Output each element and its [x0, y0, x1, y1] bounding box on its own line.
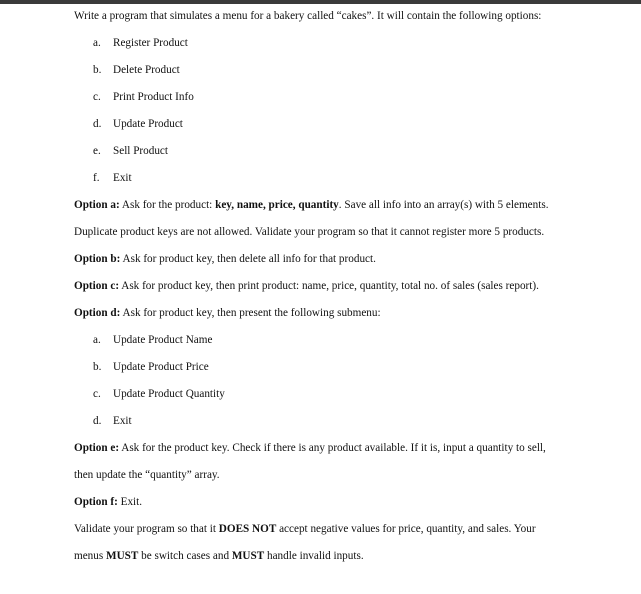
- menu-option-e: [93, 144, 168, 158]
- validation-line2: [74, 549, 364, 563]
- list-marker: c.: [93, 91, 101, 103]
- validation-emphasis: DOES NOT: [218, 523, 277, 535]
- validation-text: Validate your program so that it: [74, 523, 219, 535]
- list-label: Update Product Price: [113, 361, 209, 373]
- option-d-paragraph: [74, 306, 381, 320]
- submenu-option-a: [93, 333, 212, 347]
- option-b-label: Option b:: [74, 253, 121, 265]
- list-label: Exit: [113, 415, 132, 427]
- list-label: Update Product: [113, 118, 183, 130]
- list-label: Exit: [113, 172, 132, 184]
- option-c-text: Ask for product key, then print product: name, price, quantity, total no. of sales (sales report).: [119, 280, 539, 292]
- validation-text: be switch cases and: [138, 550, 232, 562]
- option-e-line2: then update the “quantity” array.: [74, 469, 220, 481]
- option-b-text: Ask for product key, then delete all info for that product.: [120, 253, 376, 265]
- menu-option-f: [93, 171, 132, 185]
- option-a-paragraph: [74, 198, 549, 212]
- list-label: Sell Product: [113, 145, 169, 157]
- list-marker: f.: [93, 172, 100, 184]
- submenu-option-b: [93, 360, 209, 374]
- top-border: [0, 0, 641, 4]
- list-label: Update Product Name: [113, 334, 213, 346]
- list-marker: d.: [93, 415, 102, 427]
- validation-paragraph: [74, 522, 536, 536]
- list-marker: d.: [93, 118, 102, 130]
- option-b-paragraph: [74, 252, 376, 266]
- option-f-label: Option f:: [74, 496, 118, 508]
- option-e-text: Ask for the product key. Check if there is any product available. If it is, input a quantity to sell,: [119, 442, 546, 454]
- list-marker: b.: [93, 64, 102, 76]
- list-label: Delete Product: [113, 64, 180, 76]
- menu-option-a: [93, 36, 188, 50]
- option-e-label: Option e:: [74, 442, 120, 454]
- option-c-label: Option c:: [74, 280, 120, 292]
- list-marker: c.: [93, 388, 101, 400]
- validation-text-end: accept negative values for price, quantity, and sales. Your: [276, 523, 536, 535]
- option-f-paragraph: [74, 495, 142, 509]
- option-c-paragraph: [74, 279, 539, 293]
- menu-option-c: [93, 90, 194, 104]
- validation-text: menus: [74, 550, 107, 562]
- list-marker: a.: [93, 37, 101, 49]
- list-label: Print Product Info: [113, 91, 194, 103]
- validation-emphasis: MUST: [231, 550, 265, 562]
- option-e-paragraph: [74, 441, 546, 455]
- list-marker: e.: [93, 145, 101, 157]
- list-marker: b.: [93, 361, 102, 373]
- option-a-fields: key, name, price, quantity: [215, 199, 339, 211]
- intro-text: Write a program that simulates a menu for a bakery called “cakes”. It will contain the following options:: [74, 10, 542, 22]
- option-f-text: Exit.: [117, 496, 143, 508]
- list-label: Register Product: [113, 37, 188, 49]
- option-d-text: Ask for product key, then present the following submenu:: [120, 307, 381, 319]
- list-marker: a.: [93, 334, 101, 346]
- option-a-line2: Duplicate product keys are not allowed. Validate your program so that it cannot register more 5 products.: [74, 226, 545, 238]
- option-d-label: Option d:: [74, 307, 121, 319]
- menu-option-b: [93, 63, 180, 77]
- submenu-option-c: [93, 387, 225, 401]
- menu-option-d: [93, 117, 183, 131]
- option-a-label: Option a:: [74, 199, 120, 211]
- validation-emphasis: MUST: [106, 550, 139, 562]
- validation-text-end: handle invalid inputs.: [264, 550, 364, 562]
- list-label: Update Product Quantity: [113, 388, 225, 400]
- option-a-text-end: . Save all info into an array(s) with 5 elements.: [338, 199, 549, 211]
- option-a-text: Ask for the product:: [119, 199, 216, 211]
- submenu-option-d: [93, 414, 132, 428]
